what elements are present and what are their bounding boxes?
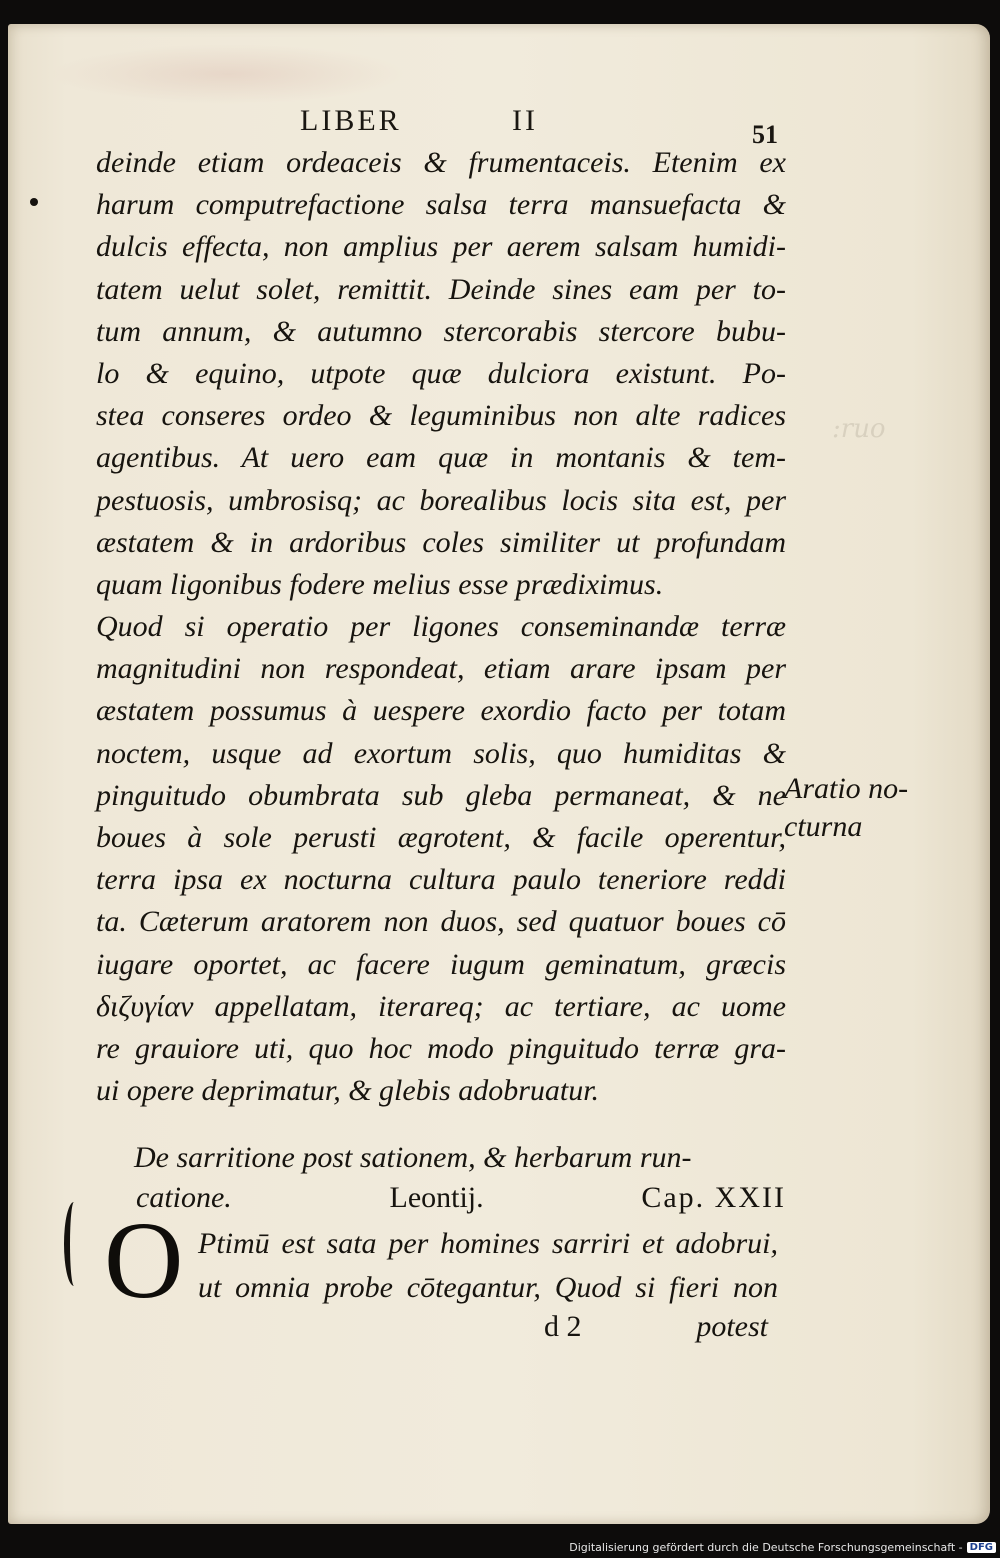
text-line: pinguitudo obumbrata sub gleba permaneat, & ne bbox=[96, 778, 786, 812]
drop-capital: O bbox=[104, 1199, 184, 1321]
chapter-heading-word: catione. bbox=[136, 1181, 232, 1214]
text-line: διζυγίαν appellatam, iterareq; ac tertiare, ac uome bbox=[96, 989, 786, 1023]
text-line: ta. Cæterum aratorem non duos, sed quatuor boues cō bbox=[96, 905, 786, 939]
text-line: noctem, usque ad exortum solis, quo humiditas & bbox=[96, 736, 786, 770]
text-line: ut omnia probe cōtegantur, Quod si fieri non bbox=[198, 1271, 778, 1304]
text-line: re grauiore uti, quo hoc modo pinguitudo terræ gra- bbox=[96, 1031, 786, 1065]
margin-dot-mark bbox=[30, 198, 38, 206]
text-line: iugare oportet, ac facere iugum geminatum, græcis bbox=[96, 947, 786, 981]
text-line: lo & equino, utpote quæ dulciora existunt. Po- bbox=[96, 356, 786, 390]
digitization-credit bbox=[569, 1541, 996, 1554]
text-line: ui opere deprimatur, & glebis adobruatur. bbox=[96, 1074, 600, 1108]
text-line: terra ipsa ex nocturna cultura paulo teneriore reddi bbox=[96, 863, 786, 897]
margin-note-line: cturna bbox=[784, 810, 863, 843]
text-line: æstatem & in ardoribus coles similiter ut profundam bbox=[96, 525, 786, 559]
text-line: quam ligonibus fodere melius esse prædiximus. bbox=[96, 567, 664, 601]
margin-note-line: Aratio no- bbox=[784, 772, 909, 805]
text-line: æstatem possumus à uespere exordio facto per totam bbox=[96, 694, 786, 728]
signature-line bbox=[544, 1310, 768, 1344]
chapter-heading-row bbox=[96, 1178, 786, 1218]
text-line: Quod si operatio per ligones conseminandæ terræ bbox=[96, 610, 786, 644]
chapter-number: Cap. XXII bbox=[641, 1181, 786, 1214]
page-number: 51 bbox=[752, 120, 778, 149]
body-text bbox=[96, 142, 786, 1112]
credit-text: Digitalisierung gefördert durch die Deutsche Forschungsgemeinschaft - bbox=[569, 1541, 963, 1554]
running-head-number: II bbox=[512, 104, 538, 137]
text-line: deinde etiam ordeaceis & frumentaceis. Etenim ex bbox=[96, 146, 786, 179]
chapter-body bbox=[198, 1222, 778, 1310]
text-line: Ptimū est sata per homines sarriri et adobrui, bbox=[198, 1227, 778, 1260]
text-line: dulcis effecta, non amplius per aerem salsam humidi- bbox=[96, 230, 786, 264]
margin-bracket-mark bbox=[64, 1202, 84, 1286]
text-line: pestuosis, umbrosisq; ac borealibus locis sita est, per bbox=[96, 483, 786, 517]
text-line: boues à sole perusti ægrotent, & facile operentur, bbox=[96, 821, 786, 854]
text-line: magnitudini non respondeat, etiam arare ipsam per bbox=[96, 652, 786, 686]
margin-note bbox=[784, 770, 908, 846]
running-head-book: LIBER bbox=[300, 104, 402, 137]
chapter-heading-line: De sarritione post sationem, & herbarum run- bbox=[134, 1141, 692, 1174]
text-line: stea conseres ordeo & leguminibus non alte radices bbox=[96, 399, 786, 433]
chapter-author: Leontij. bbox=[389, 1181, 484, 1214]
text-line: agentibus. At uero eam quæ in montanis & tem- bbox=[96, 441, 786, 475]
paper-stain bbox=[48, 44, 408, 104]
dfg-logo: DFG bbox=[967, 1542, 996, 1553]
text-line: harum computrefactione salsa terra mansuefacta & bbox=[96, 188, 786, 222]
signature-mark: d 2 bbox=[544, 1310, 582, 1343]
catchword: potest bbox=[696, 1310, 768, 1343]
text-line: tum annum, & autumno stercorabis stercore bubu- bbox=[96, 314, 786, 348]
bleed-through-text: :ruo bbox=[832, 414, 886, 444]
text-line: tatem uelut solet, remittit. Deinde sines eam per to- bbox=[96, 272, 786, 306]
chapter-heading bbox=[96, 1138, 786, 1218]
